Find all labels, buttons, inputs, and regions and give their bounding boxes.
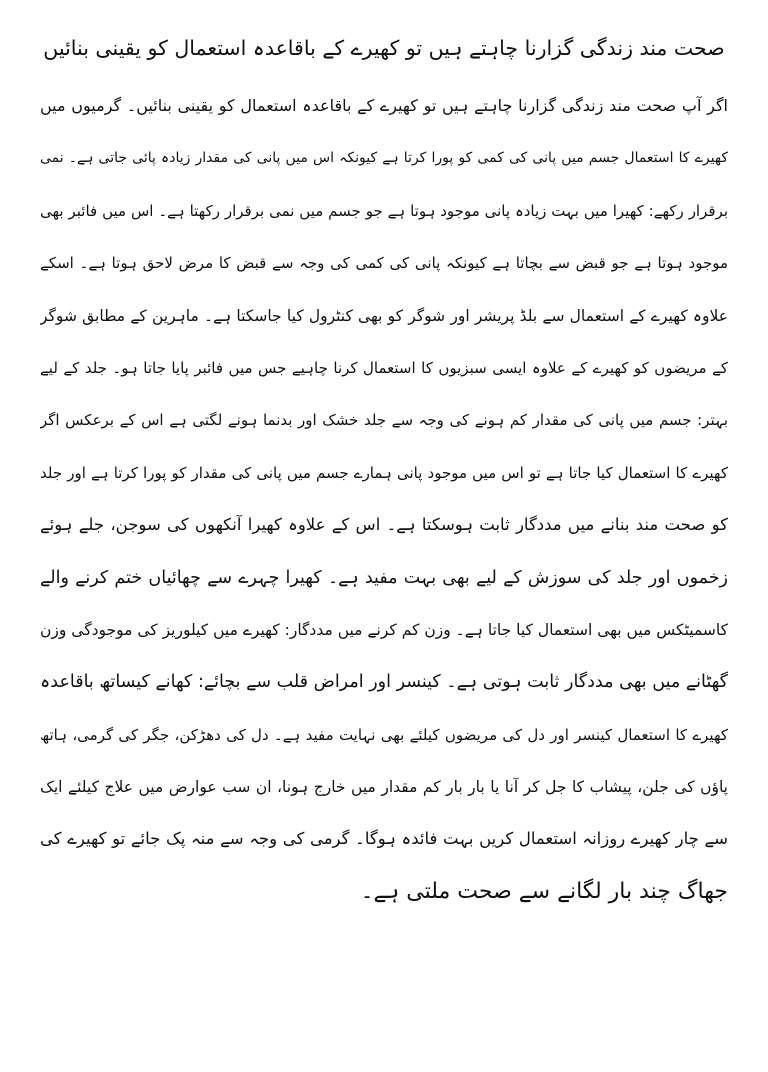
body-line: جھاگ چند بار لگانے سے صحت ملتی ہے۔ [360, 878, 728, 904]
body-line: موجود ہوتا ہے جو قبض سے بچاتا ہے کیونکہ پانی کی کمی کی وجہ سے قبض کا مرض لاحق ہوتا ہے۔ اسکے [40, 254, 728, 273]
body-line: کے مریضوں کو کھیرے کے علاوہ ایسی سبزیوں کا استعمال کرنا چاہیے جس میں فائبر پایا جاتا ہو۔ جلد کے لیے [40, 358, 728, 377]
article-title: صحت مند زندگی گزارنا چاہتے ہیں تو کھیرے کے باقاعدہ استعمال کو یقینی بنائیں [43, 36, 725, 60]
body-line: پاؤں کی جلن، پیشاب کا جل کر آنا یا بار بار کم مقدار میں خارج ہونا، ان سب عوارض میں علاج کیلئے ایک [40, 778, 728, 797]
body-line: کھیرے کا استعمال جسم میں پانی کی کمی کو پورا کرتا ہے کیونکہ اس میں پانی کی مقدار زیادہ پائی جاتی ہے۔ نمی [40, 150, 728, 167]
body-line: کو صحت مند بنانے میں مددگار ثابت ہوسکتا ہے۔ اس کے علاوہ کھیرا آنکھوں کی سوجن، جلے ہوئے [40, 515, 728, 535]
body-line: علاوہ کھیرے کے استعمال سے بلڈ پریشر اور شوگر کو بھی کنٹرول کیا جاسکتا ہے۔ ماہرین کے مطابق شوگر [40, 306, 728, 325]
body-line: کھیرے کا استعمال کیا جاتا ہے تو اس میں موجود پانی ہمارے جسم میں پانی کی مقدار کو پورا کرتا ہے اور جلد [40, 463, 728, 482]
body-line: سے چار کھیرے روزانہ استعمال کریں بہت فائدہ ہوگا۔ گرمی کی وجہ سے منہ پک جائے تو کھیرے کی [40, 829, 728, 849]
body-line: کاسمیٹکس میں بھی استعمال کیا جاتا ہے۔ وزن کم کرنے میں مددگار: کھیرے میں کیلوریز کی موجودگی وزن [40, 620, 728, 639]
body-line: بہتر: جسم میں پانی کی مقدار کم ہونے کی وجہ سے جلد خشک اور بدنما ہونے لگتی ہے اس کے برعکس اگر [40, 411, 728, 430]
article-body [40, 80, 728, 918]
body-line: گھٹانے میں بھی مددگار ثابت ہوتی ہے۔ کینسر اور امراض قلب سے بچائے: کھانے کیساتھ باقاعدہ [40, 672, 728, 693]
body-line: کھیرے کا استعمال کینسر اور دل کی مریضوں کیلئے بھی نہایت مفید ہے۔ دل کی دھڑکن، جگر کی گرمی، ہاتھ [40, 725, 728, 744]
body-line: اگر آپ صحت مند زندگی گزارنا چاہتے ہیں تو کھیرے کے باقاعدہ استعمال کو یقینی بنائیں۔ گرمیوں میں [40, 96, 728, 115]
body-line: زخموں اور جلد کی سوزش کے لیے بھی بہت مفید ہے۔ کھیرا چہرے سے چھائیاں ختم کرنے والے [40, 567, 728, 588]
body-line: برقرار رکھے: کھیرا میں بہت زیادہ پانی موجود ہوتا ہے جو جسم میں نمی برقرار رکھتا ہے۔ اس میں فائبر بھی [40, 201, 728, 220]
